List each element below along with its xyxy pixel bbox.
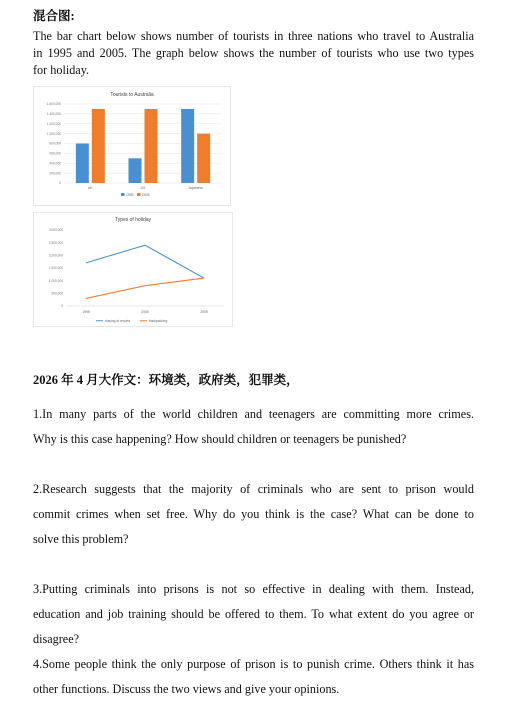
section-heading-mixed-chart: 混合图: bbox=[33, 9, 75, 23]
intro-line-3: for holiday. bbox=[33, 63, 90, 77]
bar-2005-US bbox=[145, 109, 158, 183]
bar-1995-Japanese bbox=[181, 109, 194, 183]
question-1-line-1: 1.In many parts of the world children and teenagers are committing more crimes. bbox=[33, 407, 474, 421]
question-4-line-1: 4.Some people think the only purpose of prison is to punish crime. Others think it has bbox=[33, 657, 474, 671]
bar-y-tick-label: 400,000 bbox=[49, 161, 61, 166]
line-y-tick-label: 2,000,000 bbox=[48, 253, 63, 258]
question-3-line-3: disagree? bbox=[33, 632, 80, 646]
bar-2005-Japanese bbox=[197, 134, 210, 183]
line-chart bbox=[34, 213, 232, 326]
question-3-line-2: education and job training should be offered to them. To what extent do you agree or bbox=[33, 607, 474, 621]
question-1-line-2: Why is this case happening? How should children or teenagers be punished? bbox=[33, 432, 407, 446]
line-legend-label-backpacking: backpacking bbox=[149, 319, 168, 323]
bar-legend-swatch-2005 bbox=[137, 193, 141, 196]
bar-2005-UK bbox=[92, 109, 105, 183]
bar-y-tick-label: 0 bbox=[59, 181, 61, 186]
bar-y-tick-label: 600,000 bbox=[49, 151, 61, 156]
bar-1995-US bbox=[129, 158, 142, 183]
bar-chart bbox=[34, 87, 230, 205]
section-heading-essay-topics: 2026 年 4 月大作文：环境类，政府类，犯罪类， bbox=[33, 373, 299, 387]
line-y-tick-label: 2,500,000 bbox=[48, 240, 63, 245]
line-y-tick-label: 3,000,000 bbox=[48, 228, 63, 233]
question-2-line-1: 2.Research suggests that the majority of criminals who are sent to prison would bbox=[33, 482, 474, 496]
line-x-tick-label: 2000 bbox=[141, 310, 149, 314]
bar-y-tick-label: 1,600,000 bbox=[46, 102, 61, 107]
question-3-line-1: 3.Putting criminals into prisons is not so effective in dealing with them. Instead, bbox=[33, 582, 474, 596]
line-y-tick-label: 500,000 bbox=[51, 291, 63, 296]
line-series-backpacking bbox=[86, 278, 204, 298]
bar-legend-swatch-1995 bbox=[121, 193, 125, 196]
bar-y-tick-label: 1,400,000 bbox=[46, 112, 61, 117]
bar-y-tick-label: 1,000,000 bbox=[46, 131, 61, 136]
bar-legend-label-1995: 1995 bbox=[126, 193, 134, 197]
bar-chart-container bbox=[33, 86, 231, 206]
line-y-tick-label: 1,500,000 bbox=[48, 266, 63, 271]
bar-1995-UK bbox=[76, 144, 89, 184]
bar-legend-label-2005: 2005 bbox=[142, 193, 150, 197]
question-2-line-3: solve this problem? bbox=[33, 532, 129, 546]
bar-chart-title: Tourists to Australia bbox=[110, 92, 154, 98]
question-4-line-2: other functions. Discuss the two views and give your opinions. bbox=[33, 682, 340, 696]
line-series-staying-at-resorts bbox=[86, 245, 204, 278]
line-x-tick-label: 2005 bbox=[200, 310, 208, 314]
bar-x-tick-label: UK bbox=[87, 186, 93, 190]
bar-y-tick-label: 800,000 bbox=[49, 141, 61, 146]
bar-y-tick-label: 200,000 bbox=[49, 171, 61, 176]
question-2-line-2: commit crimes when set free. Why do you think is the case? What can be done to bbox=[33, 507, 474, 521]
line-legend-label-staying-at-resorts: staying at resorts bbox=[105, 319, 131, 323]
intro-line-2: in 1995 and 2005. The graph below shows the number of tourists who use two types bbox=[33, 46, 474, 60]
bar-x-tick-label: US bbox=[140, 186, 146, 190]
line-chart-container bbox=[33, 212, 233, 327]
bar-x-tick-label: Japanese bbox=[188, 186, 204, 190]
bar-y-tick-label: 1,200,000 bbox=[46, 121, 61, 126]
intro-line-1: The bar chart below shows number of tourists in three nations who travel to Australia bbox=[33, 29, 474, 43]
line-y-tick-label: 0 bbox=[61, 304, 63, 309]
line-x-tick-label: 1995 bbox=[82, 310, 90, 314]
line-chart-title: Types of holiday bbox=[114, 217, 152, 223]
line-y-tick-label: 1,000,000 bbox=[48, 278, 63, 283]
